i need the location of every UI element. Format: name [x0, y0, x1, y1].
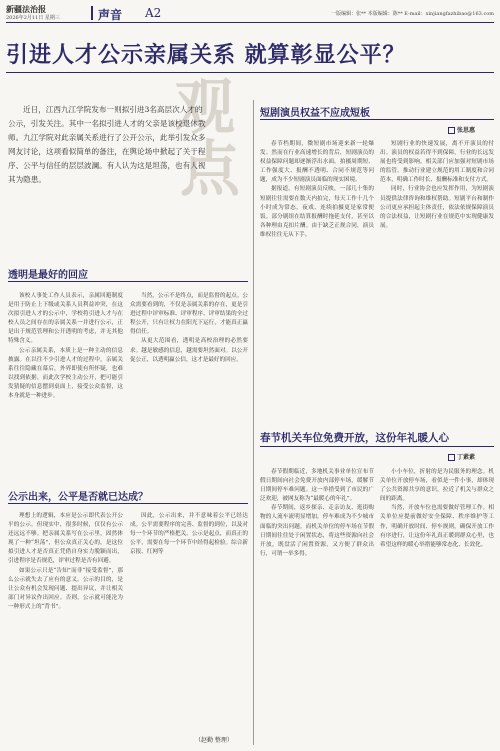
article2-rule — [8, 503, 248, 504]
article4-author — [448, 452, 475, 461]
headline-rule — [6, 72, 494, 73]
article3-author-name: 张思惠 — [457, 127, 476, 134]
article3-para: 春节档期间，微短剧市场迎来新一轮爆发。然而在行业高速增长的背后，短剧演员的权益保障问题却逐渐浮出水面。拍摄周期短、工作强度大、报酬不透明、合同不规范等问题，成为不少短剧演员面临的现实困境。 — [260, 141, 374, 184]
article1-title: 透明是最好的回应 — [8, 270, 88, 281]
article3-author — [448, 125, 475, 134]
article1-para: 当然，公示不是终点，而是监督的起点。公众需要看到的，不仅是亲属关系的存在，更是引进过程中评审标准、评审程序、评审结果的全过程公开，只有让权力在阳光下运行，才能真正赢得信任。 — [130, 293, 248, 336]
article3-para: 短剧行业的快速发展，离不开演员的付出。演员的权益若得不到保障，行业的长远发展也将受到影响。相关部门应加强对短剧市场的监管，推动行业建立规范的用工制度和合同范本，明确工作时长、报酬标准和支付方式。 — [380, 141, 494, 184]
article1-para: 公示亲属关系，本质上是一种主动的信息披露。在以往不少引进人才的过程中，亲属关系往往隐藏在幕后，外界即使有所怀疑，也难以找到依据。而此次学校主动公开，把可能引发猜疑的信息摆到桌面上，接受公众监督，这本身就是一种进步。 — [8, 347, 123, 400]
article4-para: 春节期间，返乡探亲、走亲访友、逛街购物的人流车流明显增加，停车难成为不少城市面临的突出问题。而机关单位的停车场在节假日期间往往处于闲置状态，将这些资源向社会开放，既盘活了闲置资源，又方便了群众出行，可谓一举多得。 — [260, 505, 374, 557]
watermark-char-1: 观 — [175, 73, 235, 143]
page-header — [6, 4, 494, 23]
page-number: A2 — [145, 6, 162, 20]
article4-title: 春节机关车位免费开放，这份年礼暖人心 — [260, 432, 449, 444]
article1-rule — [8, 281, 248, 282]
editor-info: 一版编辑：张** 本版编辑：陈** E-mail：xinjiangfazhibao@163.com — [331, 11, 494, 17]
intro-paragraph: 近日，江西九江学院发布一则拟引进3名高层次人才的公示，引发关注。其中一名拟引进人才的父亲是该校退休教师。九江学院对此亲属关系进行了公开公示，此举引发众多网友讨论，这项看似简单的备注，在舆论场中掀起了关于程序、公平与信任的层层波澜。有人认为这是坦荡，也有人视其为隐患。 — [8, 105, 206, 184]
watermark-char-2: 点 — [180, 135, 240, 205]
article1-para: 从更大范围看，透明是高校治理的必然要求。越是敏感的信息，越需要坦然面对。以公开促公正，以透明赢公信，这才是最好的回应。 — [130, 338, 248, 363]
article1-col2 — [130, 292, 248, 482]
section-name: 声音 — [98, 8, 123, 22]
article1-para: 该校人事处工作人员表示，亲属回避制度是用于防止上下级或关系人员利益冲突，在这次拟引进人才的公示中，学校将引进人才与在校人员之间存在的亲属关系一并进行公示，正是出于规范管理和公开透明的考虑，并无其他特殊含义。 — [8, 293, 123, 345]
article4-col1 — [260, 468, 374, 744]
article3-col2 — [380, 140, 494, 422]
article4-para: 当然，开放车位也需要做好管理工作。相关单位应提前做好安全保障、秩序维护等工作，明确开放时间、停车规则，确保开放工作有序进行，让这份年礼真正暖到群众心里，也希望这样的暖心举措能够常态化、长效化。 — [380, 505, 494, 548]
article3-col1 — [260, 140, 374, 422]
article2-col2 — [130, 512, 248, 736]
article4-para: 春节假期临近，多地机关事业单位宣布节假日期间向社会免费开放内部停车场，缓解节日期间停车难问题。这一举措受到了市民的广泛欢迎，被网友称为“最暖心的年礼”。 — [260, 469, 374, 503]
article3-para: 据报道，有短剧演员反映，一部几十集的短剧往往需要在数天内拍完，每天工作十几个小时成为常态，夜戏、连续拍摄更是家常便饭。部分剧组在结算报酬时拖延支付，甚至以各种理由克扣片酬。由于缺乏正规合同，演员维权往往无从下手。 — [260, 186, 374, 238]
article1-col1 — [8, 292, 123, 482]
article2-para: 因此，公示出来，并不意味着公平已经达成。公平需要程序的完善、监督的到位，以及对每一个环节的严格把关。公示是起点，而真正的公平，需要在每一个环节中经得起检验。综合新京报、红网等 — [130, 513, 248, 556]
article2-title: 公示出来，公平是否就已达成？ — [8, 492, 148, 503]
article2-para: 如果公示只是“告知”而非“接受监督”，那么公示就失去了应有的意义。公示的目的，是让公众有机会发现问题、提出异议，并让相关部门对异议作出回应。否则，公示就可能沦为一种形式上的“背书”。 — [8, 567, 123, 610]
author-square-icon — [448, 127, 455, 134]
header-divider — [91, 6, 93, 20]
article3-para: 同时，行业协会也应发挥作用，为短剧演员提供法律咨询和维权帮助。短剧平台和制作公司更应承担起主体责任，依法依规保障演员的合法权益，让短剧行业在规范中实现健康发展。 — [380, 186, 494, 229]
article4-author-name: 丁素素 — [457, 454, 476, 461]
column-divider — [253, 100, 254, 745]
issue-date: 2026年2月11日 星期三 — [6, 15, 60, 21]
article2-signature: （赵勤 整理） — [195, 737, 233, 744]
article4-rule — [260, 446, 494, 447]
article3-rule — [260, 119, 494, 120]
article2-col1 — [8, 512, 123, 744]
article4-col2 — [380, 468, 494, 744]
main-headline: 引进人才公示亲属关系 就算彰显公平？ — [6, 43, 406, 68]
newspaper-logo: 新疆法治报 — [6, 4, 46, 14]
article4-para: 小小车位，折射的是为民服务的理念。机关单位开放停车场，看似是一件小事，却体现了公共资源共享的意识，拉近了机关与群众之间的距离。 — [380, 469, 494, 503]
article3-title: 短剧演员权益不应成短板 — [260, 108, 370, 119]
article2-para: 理想上的逻辑，本应是公示即代表公开公平的公示。但现实中，很多时候，仅仅有公示还远远不够。把亲属关系写在公示里，固然体现了一种“坦荡”，但公众真正关心的，是这位拟引进人才是否真正凭借自身实力脱颖而出，引进程序是否规范，评审过程是否有回避。 — [8, 513, 123, 565]
author-square-icon — [448, 454, 455, 461]
